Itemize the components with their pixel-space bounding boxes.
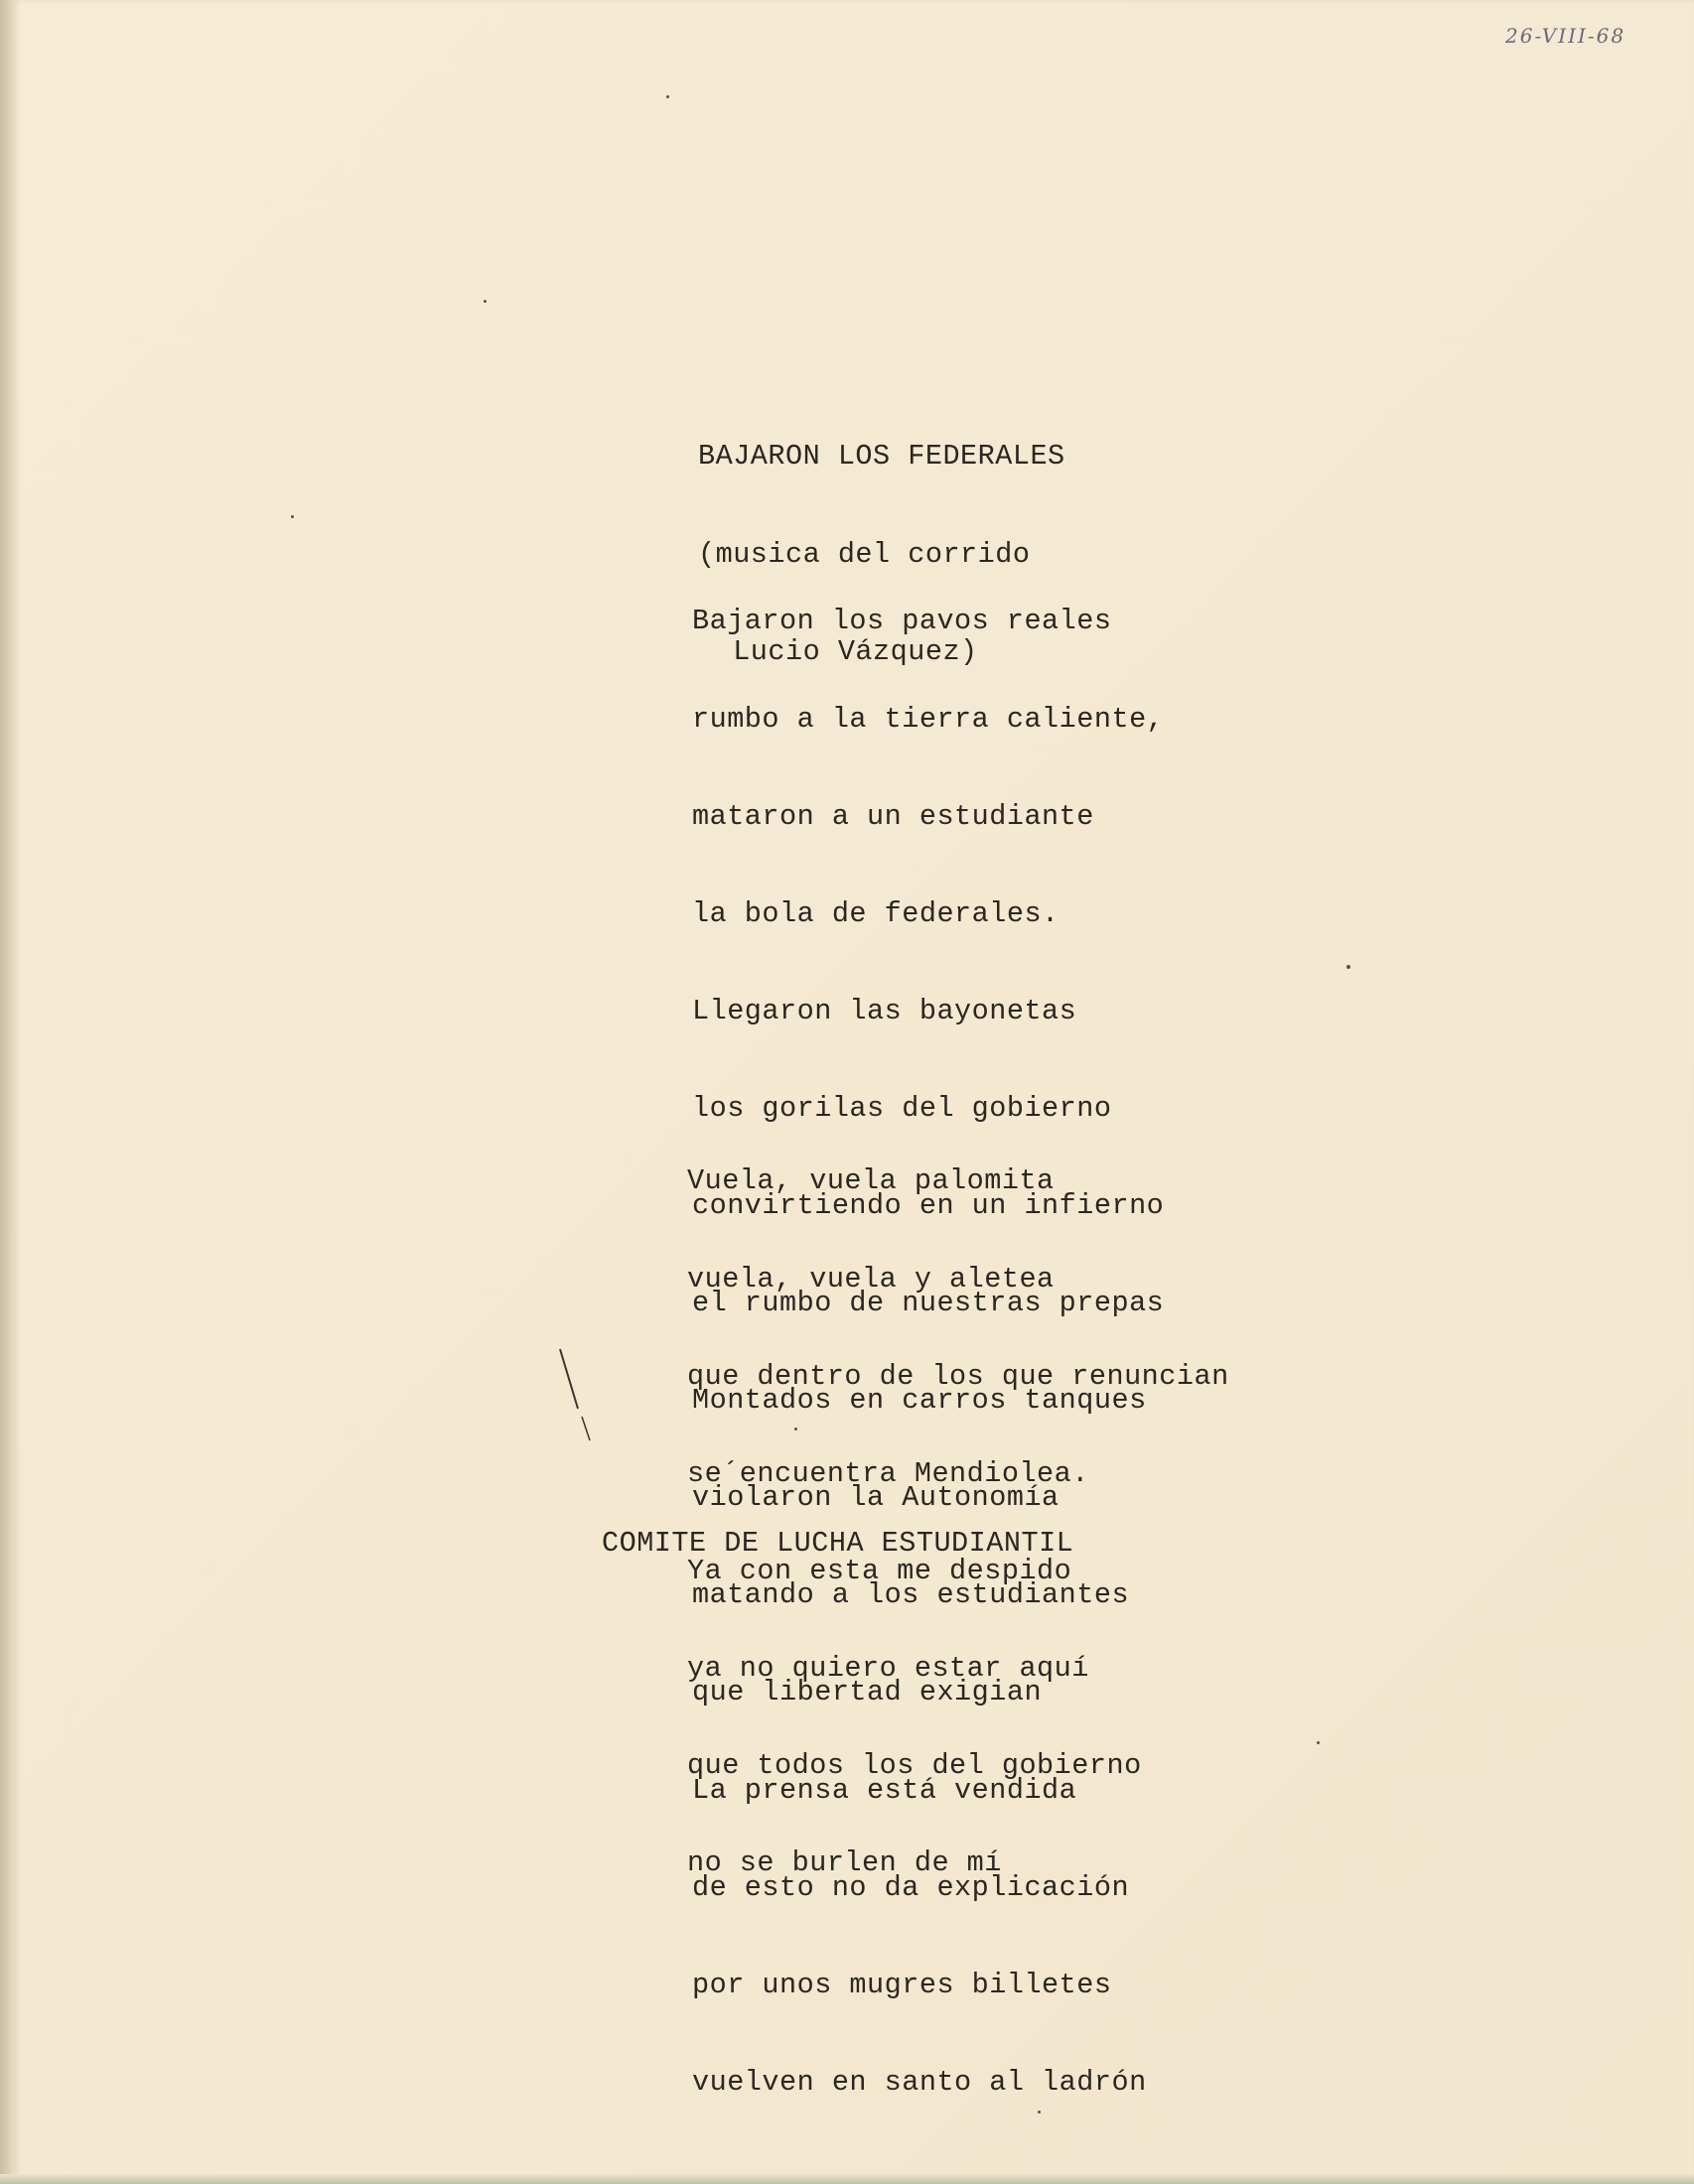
- verse-line: no se burlen de mí: [687, 1846, 1002, 1880]
- verse-line: ya no quiero estar aquí: [687, 1651, 1089, 1685]
- committee-signature: COMITE DE LUCHA ESTUDIANTIL: [602, 1527, 1074, 1560]
- paper-bottom-edge: [0, 2174, 1694, 2184]
- verse-line: violaron la Autonomía: [692, 1481, 1059, 1515]
- paper-speck: [1346, 965, 1350, 969]
- verse-line: los gorilas del gobierno: [692, 1091, 1112, 1125]
- song-subtitle-line-1: (musica del corrido: [698, 537, 1031, 571]
- paper-speck: [666, 95, 669, 98]
- verse-line: rumbo a la tierra caliente,: [692, 702, 1165, 736]
- verse-line: por unos mugres billetes: [692, 1968, 1112, 2001]
- verse-line: que todos los del gobierno: [687, 1748, 1142, 1782]
- paper-speck: [1038, 2111, 1041, 2114]
- verse-line: de esto no da explicación: [692, 1870, 1130, 1904]
- verse-two: [687, 1101, 1229, 1912]
- verse-line: que libertad exigian: [692, 1676, 1043, 1709]
- paper-speck: [1317, 1741, 1320, 1744]
- handwritten-date-note: 26-VIII-68: [1505, 24, 1626, 48]
- verse-line: vuela, vuela y aletea: [687, 1262, 1055, 1296]
- verse-line: vuelven en santo al ladrón: [692, 2065, 1147, 2099]
- verse-line: la bola de federales.: [692, 896, 1059, 930]
- verse-line: mataron a un estudiante: [692, 799, 1094, 833]
- verse-line: Llegaron las bayonetas: [692, 994, 1077, 1027]
- verse-line: La prensa está vendida: [692, 1773, 1077, 1807]
- song-title: BAJARON LOS FEDERALES: [698, 440, 1065, 474]
- verse-line: Ya con esta me despido: [687, 1554, 1072, 1587]
- verse-line: Vuela, vuela palomita: [687, 1164, 1055, 1198]
- verse-line: se´encuentra Mendiolea.: [687, 1456, 1089, 1490]
- verse-line: Montados en carros tanques: [692, 1384, 1147, 1418]
- verse-line: convirtiendo en un infierno: [692, 1188, 1165, 1222]
- song-subtitle-line-2: Lucio Vázquez): [698, 634, 978, 668]
- paper-speck: [794, 1428, 797, 1431]
- verse-line: el rumbo de nuestras prepas: [692, 1287, 1165, 1320]
- verse-line: Bajaron los pavos reales: [692, 605, 1112, 638]
- paper-speck: [484, 300, 487, 303]
- verse-line: que dentro de los que renuncian: [687, 1359, 1229, 1393]
- paper-speck: [291, 515, 294, 518]
- paper-left-edge: [0, 0, 14, 2184]
- pencil-mark: [556, 1345, 606, 1444]
- verse-line: matando a los estudiantes: [692, 1578, 1130, 1612]
